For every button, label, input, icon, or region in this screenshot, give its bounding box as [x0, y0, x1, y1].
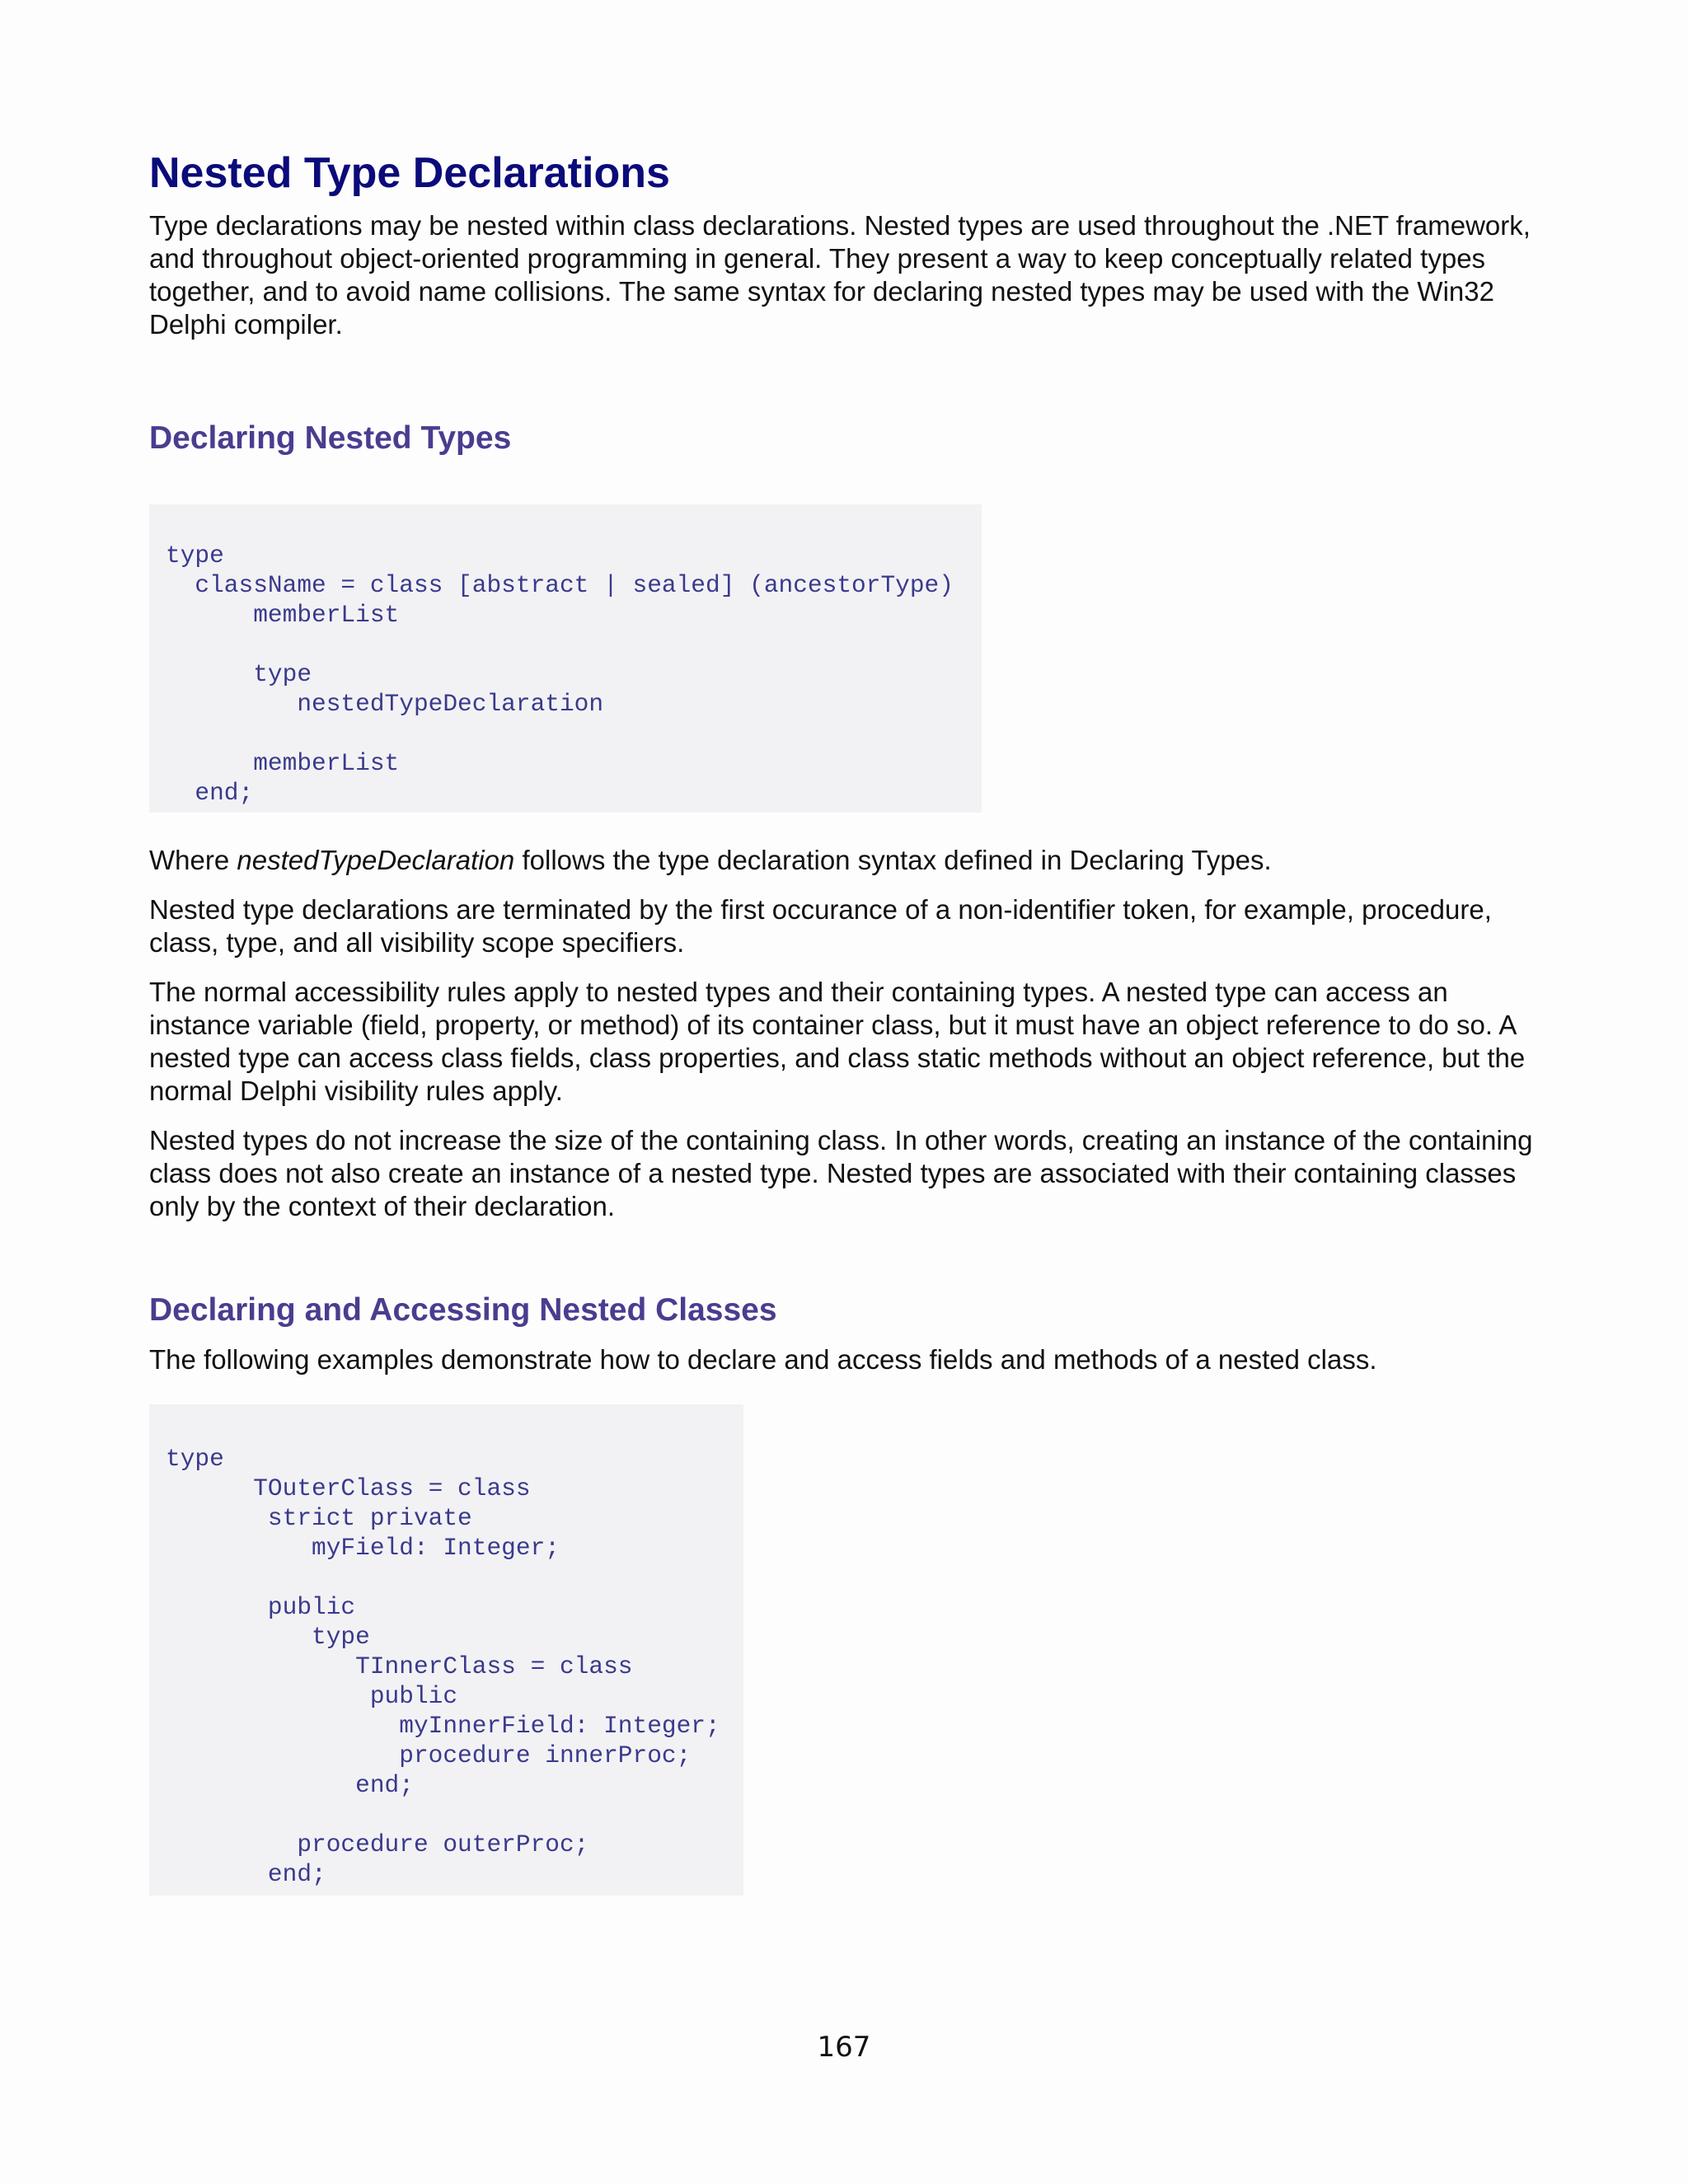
code-line: public [166, 1682, 458, 1710]
page-title: Nested Type Declarations [149, 149, 670, 197]
paragraph-termination: Nested type declarations are terminated by the first occurance of a non-identifier token, for example, procedure, class, type, and all visibility scope specifiers. [149, 894, 1492, 958]
code-block-syntax [149, 504, 982, 813]
page-number: 167 [817, 2031, 871, 2064]
section-heading-accessing-nested-classes: Declaring and Accessing Nested Classes [149, 1292, 777, 1328]
code-line: myInnerField: Integer; [166, 1712, 720, 1740]
code-line [166, 1800, 727, 1830]
intro-paragraph: Type declarations may be nested within class declarations. Nested types are used throughout the .NET framework, and throughout object-oriented programming in general. They present a way to keep conceptually related types together, and to avoid name collisions. The same syntax for declaring nested types may be used with the Win32 Delphi compiler. [149, 210, 1531, 340]
code-line: type [166, 1623, 370, 1651]
code-line [166, 719, 965, 748]
code-block-example [149, 1404, 743, 1896]
code-line: end; [166, 779, 254, 807]
code-line [166, 1563, 727, 1592]
code-line: procedure innerProc; [166, 1741, 692, 1769]
code-line: className = class [abstract | sealed] (ancestorType) [166, 571, 954, 599]
code-line: type [166, 1445, 224, 1473]
section-heading-declaring-nested-types: Declaring Nested Types [149, 420, 512, 456]
code-line: procedure outerProc; [166, 1830, 589, 1858]
code-line: end; [166, 1771, 414, 1799]
code-line: public [166, 1593, 356, 1621]
code-line: strict private [166, 1504, 472, 1532]
where-paragraph [149, 844, 1550, 877]
section2-intro: The following examples demonstrate how to declare and access fields and methods of a nested class. [149, 1344, 1377, 1375]
paragraph-accessibility: The normal accessibility rules apply to nested types and their containing types. A nested type can access an instance variable (field, property, or method) of its container class, but it must have an object reference to do so. A nested type can access class fields, class properties, and class static methods without an object reference, but the normal Delphi visibility rules apply. [149, 977, 1526, 1106]
code-line: type [166, 660, 312, 688]
code-line: memberList [166, 749, 400, 777]
document-page [149, 147, 1550, 1896]
code-line: TInnerClass = class [166, 1652, 633, 1680]
paragraph-size: Nested types do not increase the size of the containing class. In other words, creating an instance of the containing class does not also create an instance of a nested type. Nested types are associated with their containing classes only by the context of their declaration. [149, 1125, 1533, 1221]
where-term: nestedTypeDeclaration [237, 845, 515, 875]
code-line: nestedTypeDeclaration [166, 690, 604, 718]
code-line: end; [166, 1860, 326, 1888]
code-line: TOuterClass = class [166, 1474, 531, 1502]
where-suffix: follows the type declaration syntax defined in Declaring Types. [514, 845, 1272, 875]
where-prefix: Where [149, 845, 237, 875]
code-line: type [166, 541, 224, 569]
code-line: myField: Integer; [166, 1534, 560, 1562]
code-line [166, 630, 965, 659]
code-line: memberList [166, 601, 400, 629]
